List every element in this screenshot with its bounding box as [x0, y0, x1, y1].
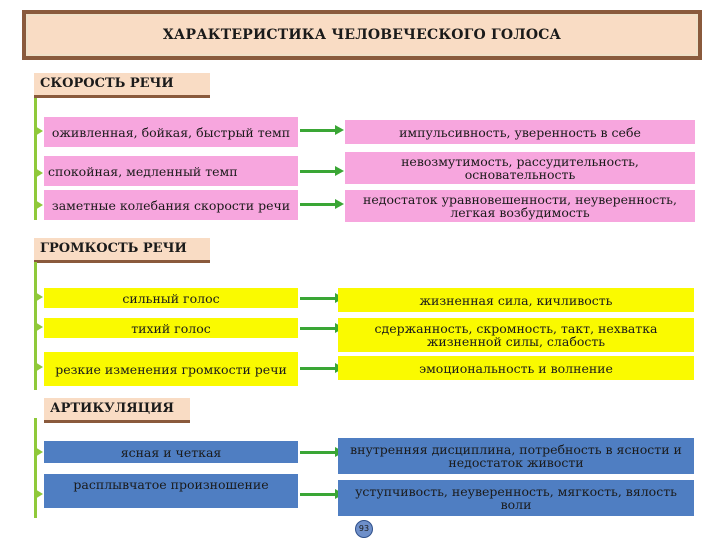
speed-trait-fast: оживленная, бойкая, быстрый темп	[44, 117, 298, 147]
articulation-trait-clear: ясная и четкая	[44, 441, 298, 463]
articulation-meaning-clear: внутренняя дисциплина, потребность в ясности и недостаток живости	[338, 438, 694, 474]
section-heading-articulation: АРТИКУЛЯЦИЯ	[44, 398, 190, 423]
section-heading-speed: СКОРОСТЬ РЕЧИ	[34, 73, 210, 98]
speed-meaning-calm: невозмутимость, рассудительность, основательность	[345, 152, 695, 184]
bullet-triangle	[35, 489, 43, 499]
articulation-meaning-blurry: уступчивость, неуверенность, мягкость, вялость воли	[338, 480, 694, 516]
volume-trait-loud: сильный голос	[44, 288, 298, 308]
volume-trait-sharp-changes: резкие изменения громкости речи	[44, 352, 298, 386]
volume-meaning-loud: жизненная сила, кичливость	[338, 288, 694, 312]
section-heading-volume: ГРОМКОСТЬ РЕЧИ	[34, 238, 210, 263]
arrow-icon	[300, 125, 344, 135]
volume-meaning-sharp-changes: эмоциональность и волнение	[338, 356, 694, 380]
speed-meaning-fast: импульсивность, уверенность в себе	[345, 120, 695, 144]
volume-trait-quiet: тихий голос	[44, 318, 298, 338]
bullet-triangle	[35, 200, 43, 210]
title-frame	[22, 10, 702, 60]
articulation-trait-blurry: расплывчатое произношение	[44, 474, 298, 508]
bullet-triangle	[35, 322, 43, 332]
bullet-triangle	[35, 362, 43, 372]
bullet-triangle	[35, 126, 43, 136]
speed-trait-variable: заметные колебания скорости речи	[44, 190, 298, 220]
bullet-triangle	[35, 292, 43, 302]
volume-meaning-quiet: сдержанность, скромность, такт, нехватка жизненной силы, слабость	[338, 318, 694, 352]
arrow-icon	[300, 199, 344, 209]
connector-line	[34, 418, 37, 518]
arrow-icon	[300, 166, 344, 176]
bullet-triangle	[35, 447, 43, 457]
speed-meaning-variable: недостаток уравновешенности, неуверенность, легкая возбудимость	[345, 190, 695, 222]
page-number-badge: 93	[355, 520, 373, 538]
speed-trait-calm: спокойная, медленный темп	[44, 156, 298, 186]
bullet-triangle	[35, 168, 43, 178]
page-title: ХАРАКТЕРИСТИКА ЧЕЛОВЕЧЕСКОГО ГОЛОСА	[26, 14, 698, 56]
